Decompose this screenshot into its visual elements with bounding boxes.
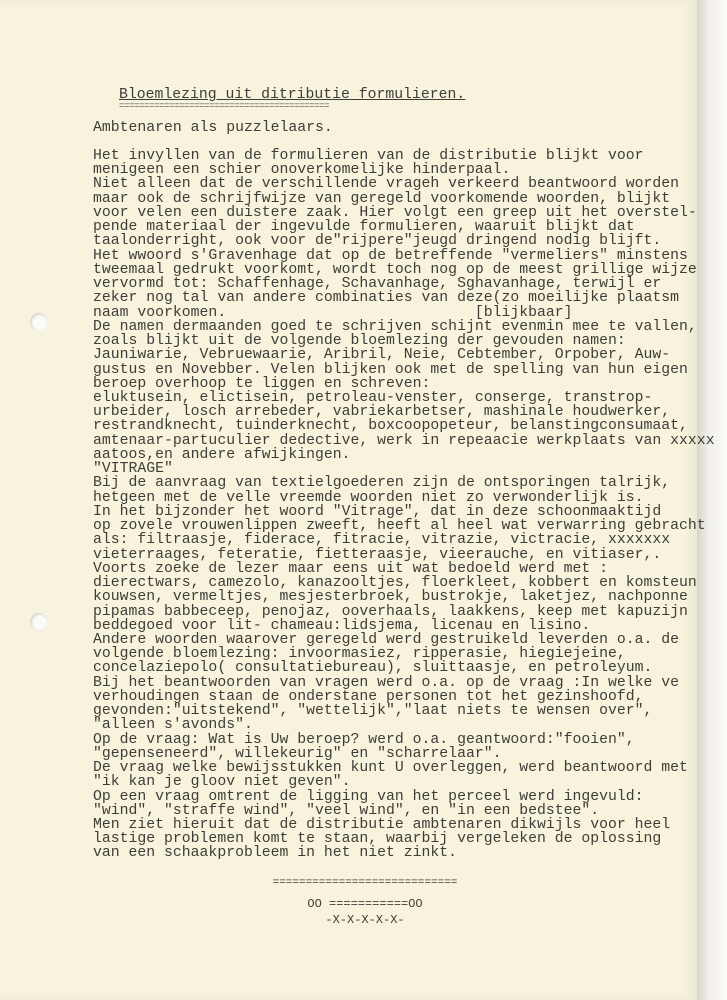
text-line: Het wwoord s'Gravenhage dat op de betreffende "vermeliers" minstens — [93, 247, 688, 264]
text-line: "VITRAGE" — [93, 461, 173, 478]
text-line: Bij de aanvraag van textielgoederen zijn de ontsporingen talrijk, — [93, 475, 671, 492]
text-line: gevonden:"uitstekend", "wettelijk","laat niets te wensen over", — [93, 703, 653, 720]
text-line: Op de vraag: Wat is Uw beroep? werd o.a. geantwoord:"fooien", — [93, 731, 635, 748]
footer-ornament: OO ===========OO — [307, 897, 423, 911]
text-line: De namen dermaanden goed te schrijven schijnt evenmin mee te vallen, — [93, 318, 697, 335]
punch-hole — [30, 613, 48, 631]
text-line: zoals blijkt uit de volgende bloemlezing der gevouden namen: — [93, 333, 626, 350]
text-line: Voorts zoeke de lezer maar eens uit wat bedoeld werd met : — [93, 560, 609, 577]
text-line: De vraag welke bewijsstukken kunt U overleggen, werd beantwoord met — [93, 760, 688, 777]
text-line: taalonderright, ook voor de"rijpere"jeugd dringend nodig blijft. — [93, 233, 662, 250]
text-line: voor velen een duistere zaak. Hier volgt een greep uit het overstel- — [93, 204, 697, 221]
document-subtitle: Ambtenaren als puzzlelaars. — [93, 120, 333, 136]
text-line: gustus en Novebber. Velen blijken ook met de spelling van hun eigen — [93, 361, 688, 378]
text-line: lastige problemen komt te staan, waarbij vergeleken de oplossing — [93, 831, 662, 848]
text-line: naam voorkomen. [blijkbaar] — [93, 304, 573, 321]
text-line: op zovele vrouwenlippen zweeft, heeft al heel wat verwarring gebracht — [93, 518, 706, 535]
text-line: amtenaar-partuculier dedective, werk in repeaacie werkplaats van xxxxx — [93, 432, 715, 449]
text-line: maar ook de schrijfwijze van geregeld voorkomende woorden, blijkt — [93, 190, 671, 207]
text-line: kouwsen, vermeltjes, mesjesterbroek, bustrokje, laketjez, nachponne — [93, 589, 688, 606]
text-line: Men ziet hieruit dat de distributie ambtenaren dikwijls voor heel — [93, 817, 671, 834]
text-line: volgende bloemlezing: invoormasiez, ripperasie, hiegiejeine, — [93, 646, 626, 663]
text-line: dierectwars, camezolo, kanazooltjes, floerkleet, kobbert en komsteun — [93, 575, 697, 592]
text-line: "wind", "straffe wind", "veel wind", en "in een bedstee". — [93, 802, 600, 819]
text-line: pende materiaal der ingevulde formulieren, waaruit blijkt dat — [93, 219, 635, 236]
text-line: "gepenseneerd", willekeurig" en "scharrelaar". — [93, 745, 502, 762]
document-title: Bloemlezing uit ditributie formulieren. — [119, 87, 466, 103]
text-line: restrandknecht, tuinderknecht, boxcoopopeteur, belanstingconsumaat, — [93, 418, 688, 435]
text-line: hetgeen met de velle vreemde woorden niet zo verwonderlijk is. — [93, 489, 644, 506]
text-line: concelaziepolo( consultatiebureau), sluittaasje, en petroleyum. — [93, 660, 653, 677]
text-line: vieterraages, feteratie, fietteraasje, vieerauche, en vitiaser,. — [93, 546, 662, 563]
text-line: pipamas babbeceep, penojaz, ooverhaals, laakkens, keep met kapuzijn — [93, 603, 688, 620]
text-line: Bij het beantwoorden van vragen werd o.a. op de vraag :In welke ve — [93, 674, 680, 691]
footer-x-line: -X-X-X-X-X- — [325, 913, 405, 927]
text-line: aatoos,en andere afwijkingen. — [93, 446, 351, 463]
punch-hole — [30, 313, 48, 331]
text-line: van een schaakprobleem in het niet zinkt. — [93, 845, 458, 862]
title-underline-rule: ========================================== — [119, 101, 330, 111]
text-line: urbeider, losch arrebeder, vabriekarbetser, mashinale houdwerker, — [93, 404, 671, 421]
text-line: menigeen een schier onoverkomelijke hinderpaal. — [93, 162, 511, 179]
text-line: Op een vraag omtrent de ligging van het perceel werd ingevuld: — [93, 788, 644, 805]
text-line: Niet alleen dat de verschillende vrageh verkeerd beantwoord worden — [93, 176, 680, 193]
text-line: zeker nog tal van andere combinaties van deze(zo moeilijke plaatsm — [93, 290, 680, 307]
document-body — [93, 149, 715, 861]
text-line: verhoudingen staan de onderstane personen tot het gezinshoofd, — [93, 688, 644, 705]
text-line: Jauniwarie, Vebruewaarie, Aribril, Neie, Cebtember, Orpober, Auw- — [93, 347, 671, 364]
text-line: Andere woorden waarover geregeld werd gestruikeld leverden o.a. de — [93, 631, 680, 648]
text-line: vervormd tot: Schaffenhage, Schavanhage, Sghavanhage, terwijl er — [93, 276, 662, 293]
text-line: tweemaal gedrukt voorkomt, wordt toch nog op de meest grillige wijze — [93, 261, 697, 278]
text-line: beroep overhoop te liggen en schreven: — [93, 375, 431, 392]
text-line: beddegoed voor lit- chameau:lidsjema, licenau en lisino. — [93, 617, 591, 634]
text-line: eluktusein, elictisein, petroleau-venster, conserge, transtrop- — [93, 389, 653, 406]
text-line: In het bijzonder het woord "Vitrage", dat in deze schoonmaaktijd — [93, 503, 662, 520]
footer-rule: ============================ — [272, 877, 458, 889]
text-line: als: filtraasje, fiderace, fitracie, vitrazie, victracie, xxxxxxx — [93, 532, 671, 549]
text-line: "ik kan je gloov niet geven". — [93, 774, 351, 791]
text-line: "alleen s'avonds". — [93, 717, 253, 734]
text-line: Het invyllen van de formulieren van de distributie blijkt voor — [93, 148, 644, 164]
